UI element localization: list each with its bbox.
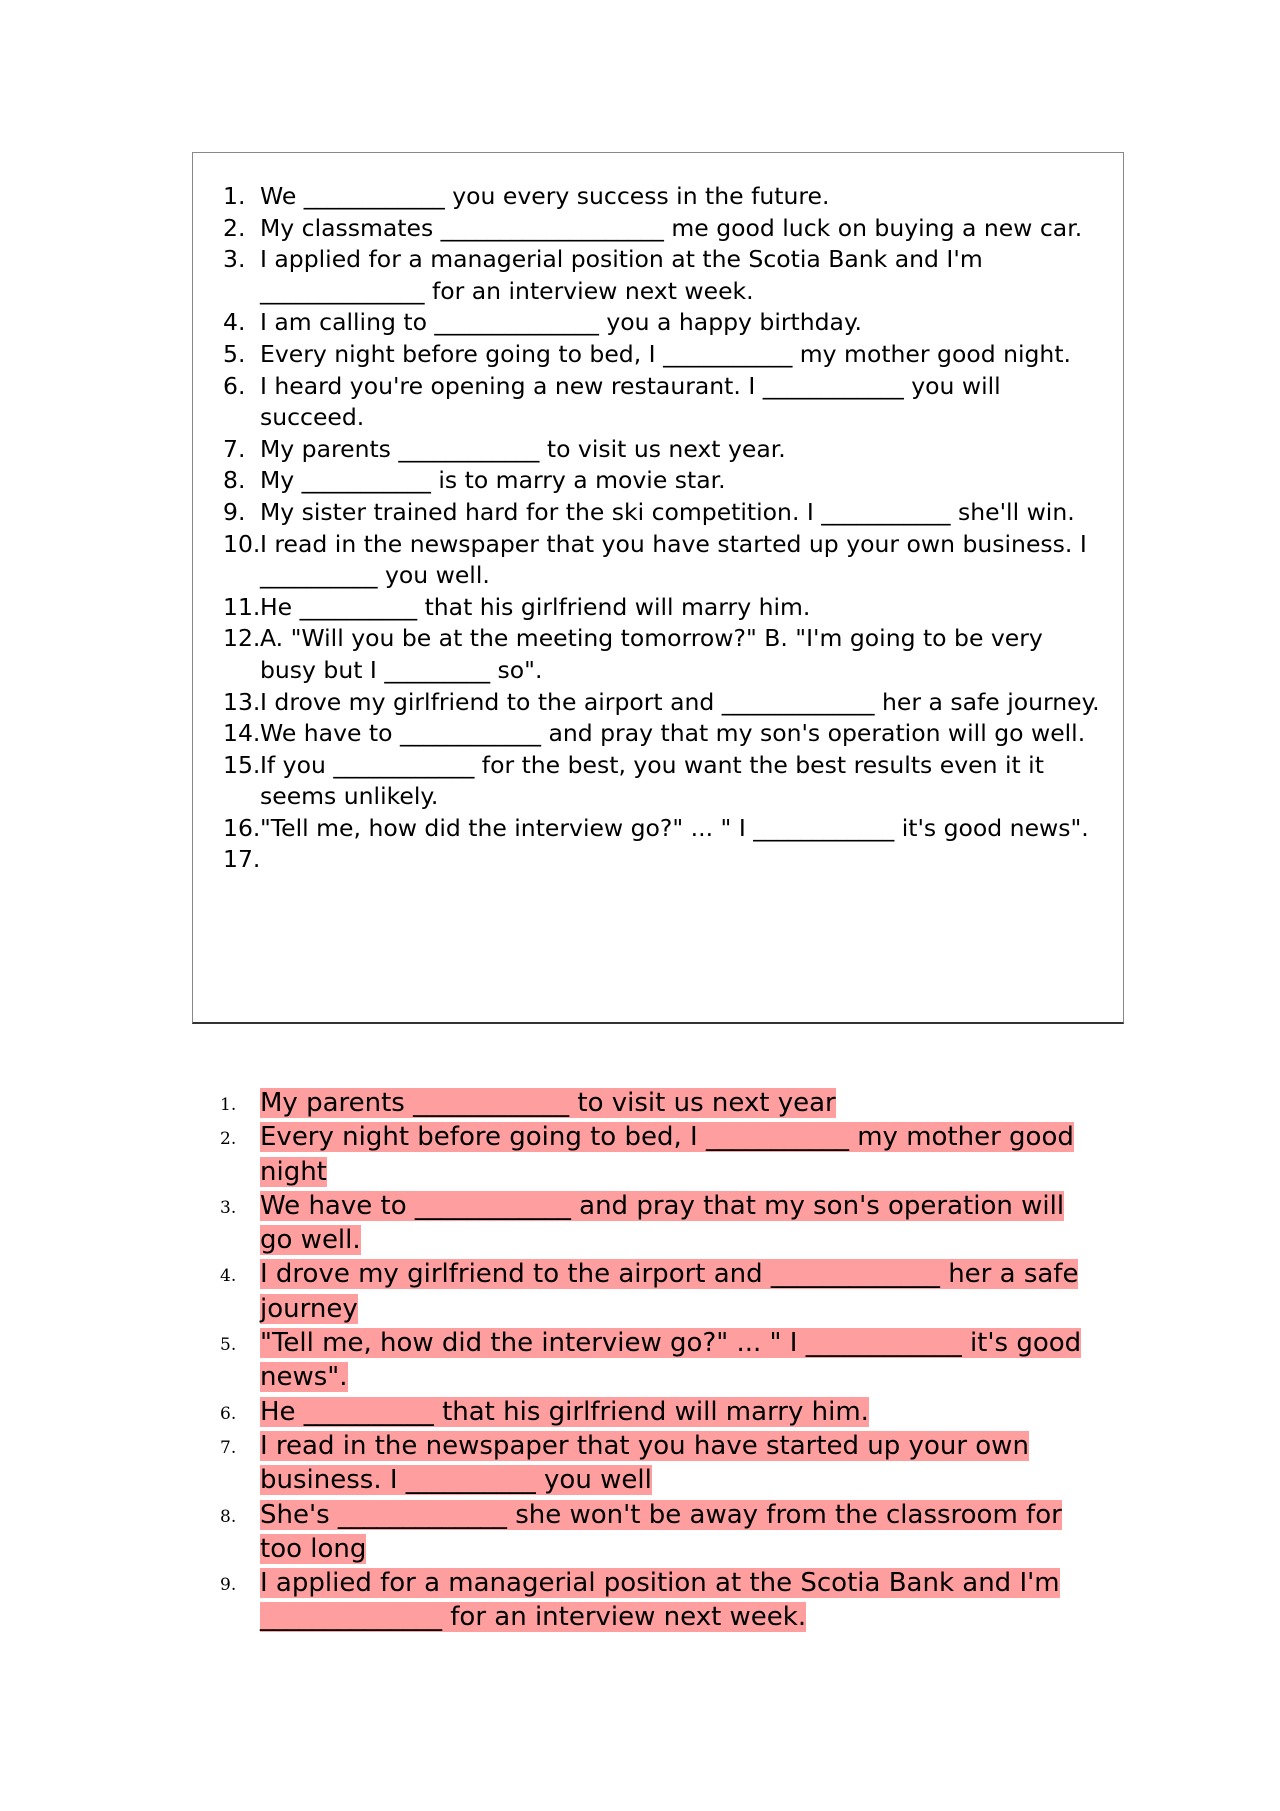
list-item: [220, 1120, 1100, 1189]
highlighted-text: I drove my girlfriend to the airport and _____________ her a safe journey: [260, 1259, 1079, 1324]
item-number: 1.: [220, 1095, 237, 1115]
item-text: A. "Will you be at the meeting tomorrow?" B. "I'm going to be very busy but I _________ so".: [260, 624, 1043, 684]
highlighted-text: "Tell me, how did the interview go?" ... " I ____________ it's good news".: [260, 1328, 1082, 1393]
item-number: 5.: [223, 339, 246, 368]
list-item: [223, 339, 1103, 371]
list-item: [223, 687, 1103, 719]
list-item: [223, 244, 1103, 307]
item-text: My classmates ___________________ me good luck on buying a new car.: [260, 213, 1083, 242]
item-text: "Tell me, how did the interview go?" ... " I ____________ it's good news".: [260, 813, 1089, 842]
item-number: 8.: [223, 466, 246, 495]
item-number: 5.: [220, 1335, 237, 1356]
list-item: [220, 1395, 1100, 1429]
list-item: [220, 1429, 1100, 1498]
item-number: 4.: [220, 1266, 237, 1287]
item-number: 16.: [223, 813, 261, 842]
list-item: [220, 1566, 1100, 1635]
list-item: [220, 1189, 1100, 1258]
list-item: [223, 497, 1103, 529]
item-number: 11.: [223, 592, 261, 621]
exercise-list: [223, 181, 1103, 874]
item-number: 17.: [223, 845, 261, 874]
list-item: [223, 213, 1103, 245]
list-item: [223, 434, 1103, 466]
item-number: 8.: [220, 1506, 237, 1527]
item-number: 4.: [223, 308, 246, 337]
item-text: We have to ____________ and pray that my son's operation will go well.: [260, 719, 1086, 748]
highlighted-text: Every night before going to bed, I ___________ my mother good night: [260, 1122, 1074, 1187]
item-number: 6.: [220, 1403, 237, 1424]
item-number: 9.: [223, 497, 246, 526]
list-item: [223, 750, 1103, 813]
list-item: [220, 1498, 1100, 1567]
item-text: I am calling to ______________ you a happy birthday.: [260, 308, 862, 337]
list-item: [223, 307, 1103, 339]
highlighted-text: We have to ____________ and pray that my son's operation will go well.: [260, 1190, 1065, 1256]
highlighted-list: [220, 1086, 1100, 1635]
item-number: 10.: [223, 529, 261, 558]
exercise-box: [192, 152, 1124, 1024]
item-number: 9.: [220, 1575, 237, 1596]
item-text: I read in the newspaper that you have started up your own business. I __________ you well.: [260, 529, 1087, 590]
item-number: 2.: [220, 1129, 237, 1150]
item-text: We ____________ you every success in the future.: [260, 182, 830, 210]
list-item: [223, 465, 1103, 497]
list-item: [223, 529, 1103, 592]
list-item: [223, 592, 1103, 624]
item-text: He __________ that his girlfriend will marry him.: [260, 592, 811, 621]
item-text: My sister trained hard for the ski competition. I ___________ she'll win.: [260, 497, 1075, 526]
item-text: My ___________ is to marry a movie star.: [260, 466, 726, 495]
item-number: 12.: [223, 624, 261, 653]
item-text: My parents ____________ to visit us next year.: [260, 434, 786, 463]
item-number: 13.: [223, 687, 261, 716]
item-number: 6.: [223, 371, 246, 400]
item-text: Every night before going to bed, I ___________ my mother good night.: [260, 339, 1072, 368]
item-number: 3.: [220, 1197, 237, 1218]
list-item: [223, 623, 1103, 686]
list-item: [220, 1326, 1100, 1395]
item-text: I heard you're opening a new restaurant. I ____________ you will succeed.: [260, 371, 1001, 432]
item-text: If you ____________ for the best, you want the best results even it it seems unlikely.: [260, 750, 1044, 811]
highlighted-text: I read in the newspaper that you have started up your own business. I __________ you well: [260, 1430, 1029, 1496]
item-number: 2.: [223, 213, 246, 242]
item-number: 15.: [223, 750, 261, 779]
list-item: [220, 1086, 1100, 1120]
list-item: [223, 181, 1103, 213]
list-item: [223, 371, 1103, 434]
list-item: [220, 1257, 1100, 1326]
item-text: I applied for a managerial position at the Scotia Bank and I'm ______________ for an interview next week.: [260, 245, 983, 305]
item-number: 14.: [223, 719, 261, 748]
list-item: [223, 813, 1103, 845]
item-number: 7.: [223, 434, 246, 463]
item-number: 1.: [223, 182, 246, 210]
list-item: [223, 718, 1103, 750]
highlighted-text: He __________ that his girlfriend will marry him.: [260, 1396, 869, 1427]
item-text: I drove my girlfriend to the airport and _____________ her a safe journey.: [260, 687, 1100, 716]
highlighted-text: My parents ____________ to visit us next year: [260, 1088, 836, 1118]
item-number: 3.: [223, 245, 246, 274]
highlighted-text: She's _____________ she won't be away from the classroom for too long: [260, 1499, 1062, 1564]
item-number: 7.: [220, 1437, 237, 1458]
highlighted-text: I applied for a managerial position at the Scotia Bank and I'm ______________ for an interview next week.: [260, 1568, 1060, 1633]
